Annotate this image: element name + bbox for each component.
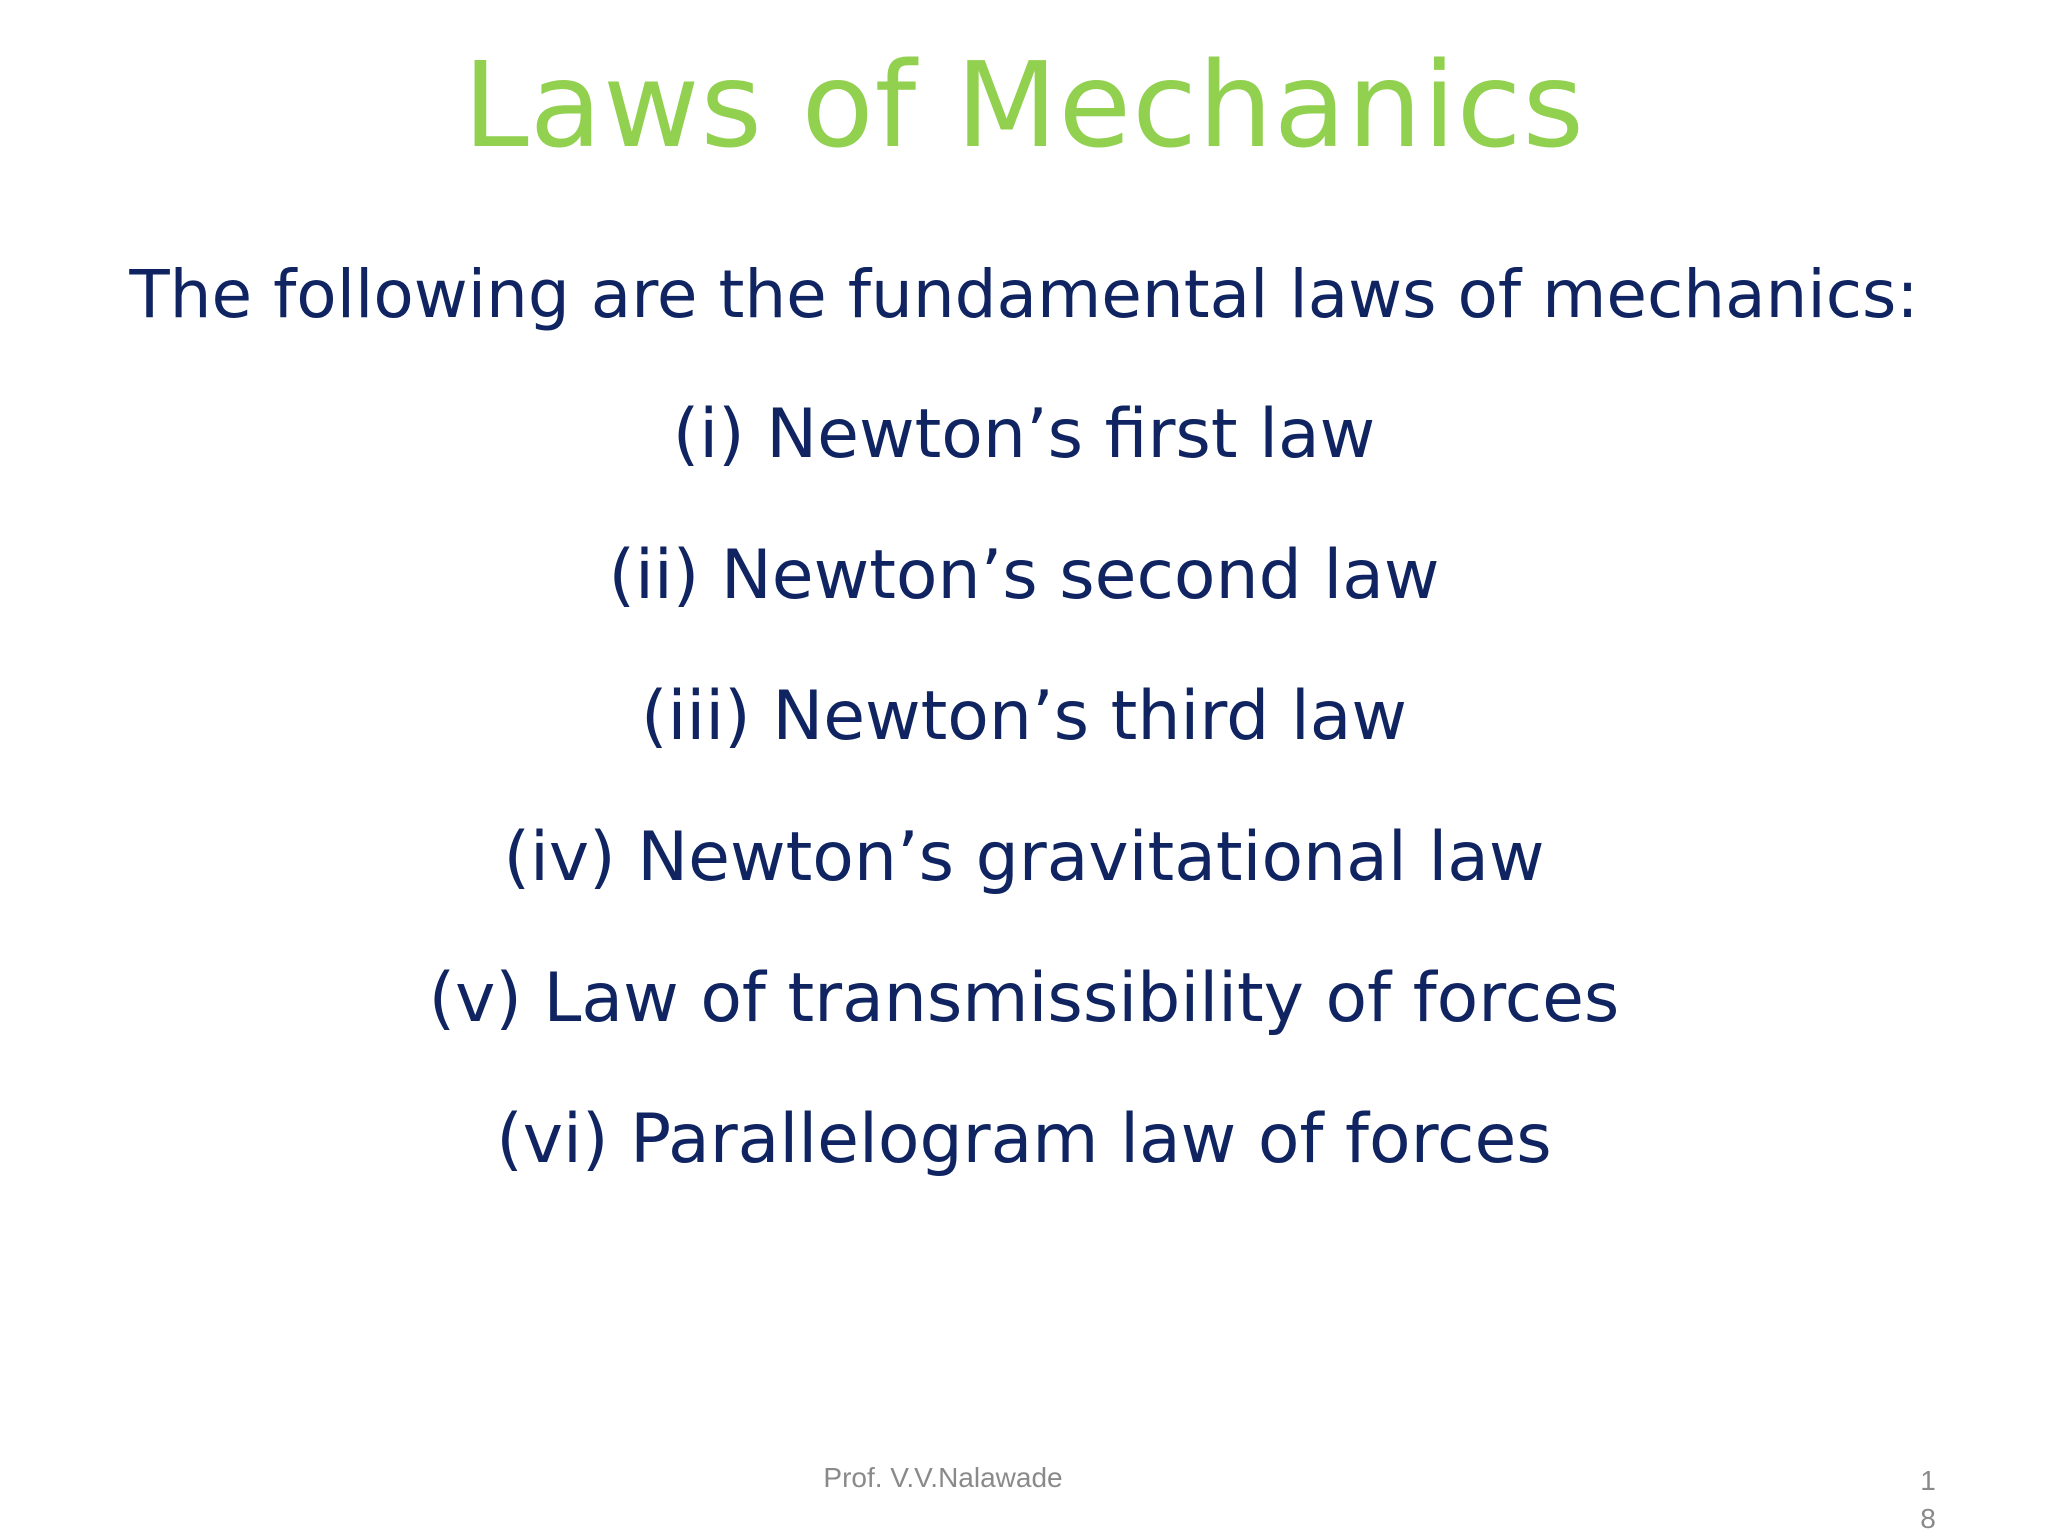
page-number: 18 bbox=[1920, 1465, 1936, 1534]
law-item-2: (ii) Newton’s second law bbox=[608, 536, 1440, 615]
law-item-5: (v) Law of transmissibility of forces bbox=[428, 959, 1620, 1038]
law-item-4: (iv) Newton’s gravitational law bbox=[503, 818, 1545, 897]
law-item-1: (i) Newton’s first law bbox=[672, 395, 1376, 474]
law-item-3: (iii) Newton’s third law bbox=[640, 677, 1408, 756]
intro-text: The following are the fundamental laws of mechanics: bbox=[129, 256, 1919, 333]
slide-content bbox=[0, 245, 2048, 1231]
footer-author: Prof. V.V.Nalawade bbox=[823, 1462, 1063, 1493]
slide-title: Laws of Mechanics bbox=[462, 36, 1586, 174]
law-item-6: (vi) Parallelogram law of forces bbox=[496, 1100, 1552, 1179]
law-list bbox=[0, 385, 2048, 1231]
